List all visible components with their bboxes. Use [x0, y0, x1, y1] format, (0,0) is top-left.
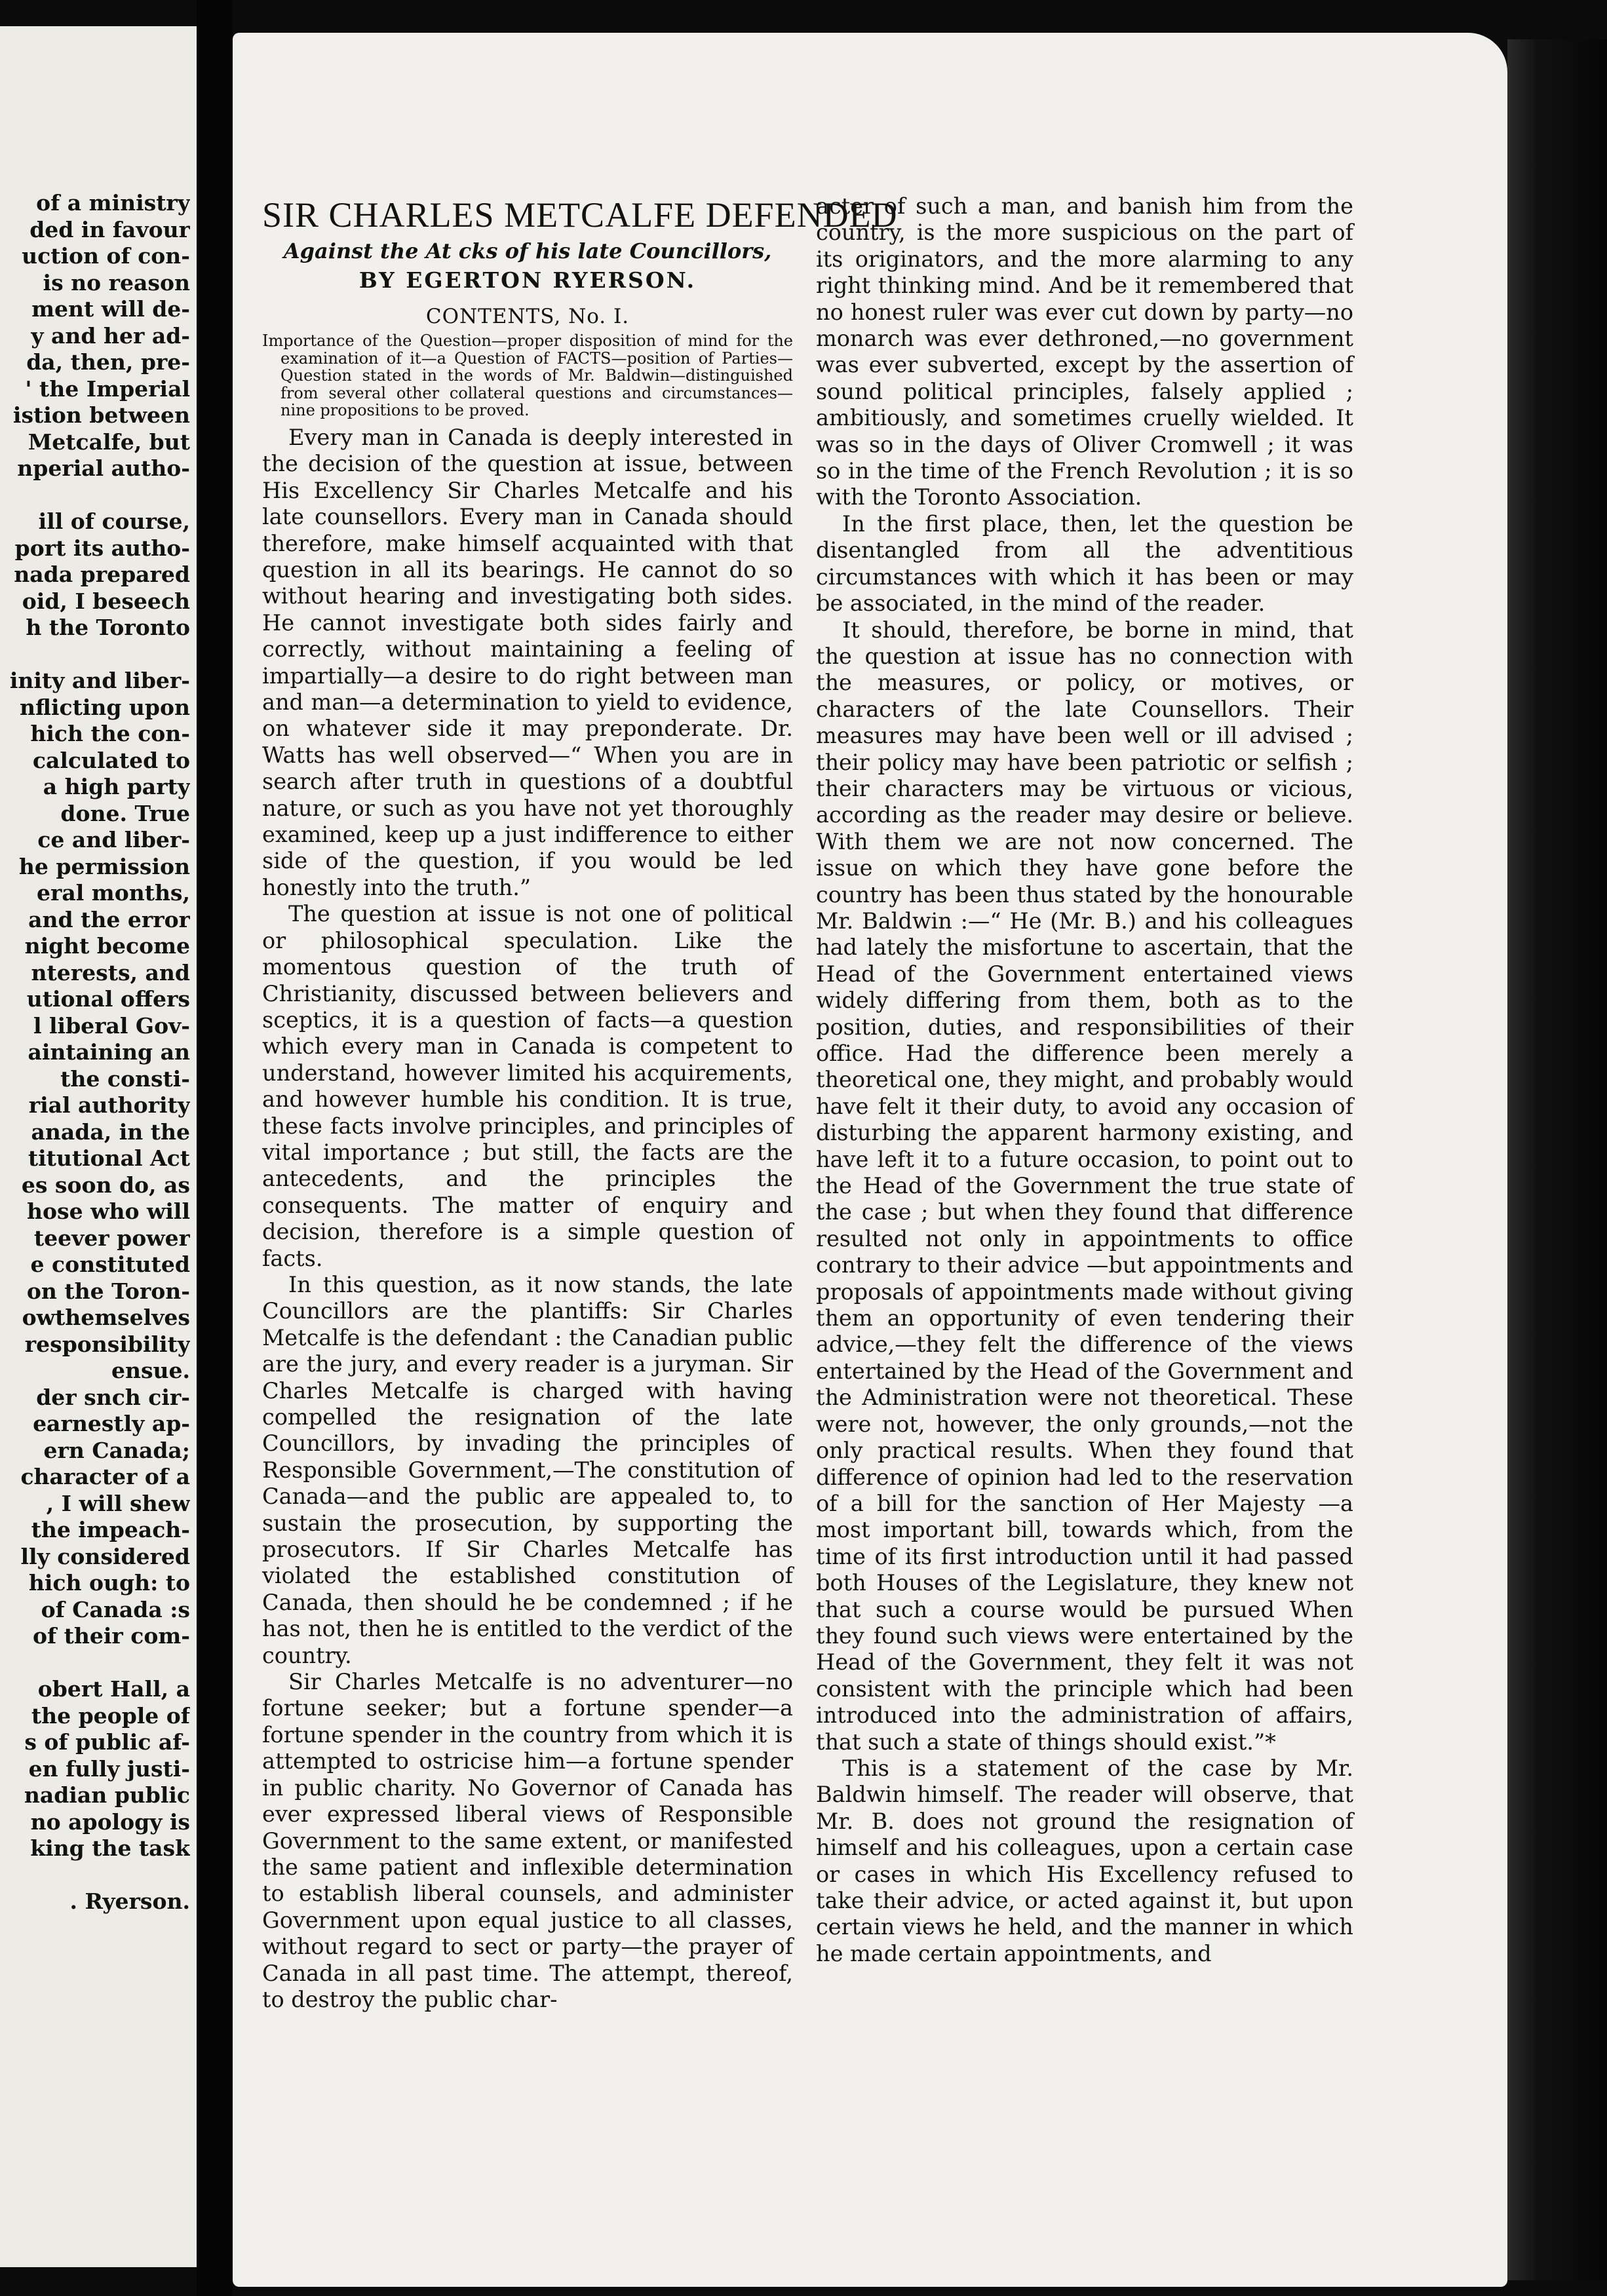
fragment-line: e constituted — [30, 1252, 190, 1277]
article-paragraph: It should, therefore, be borne in mind, that the question at issue has no connection with the measures, or policy, or motives, or characters of the late Counsellors. Their measures may have been well or ill advised ; their policy may have been patriotic or selfish ; their characters may be virtuous or vicious, according as the reader may desire or believe. With them we are not now concerned. The issue on which they have gone before the country has been thus stated by the honourable Mr. Baldwin :—“ He (Mr. B.) and his colleagues had lately the misfortune to ascertain, that the Head of the Government entertained views widely differing from them, both as to the position, duties, and responsibilities of their office. Had the difference been merely a theoretical one, they might, and probably would have felt it their duty, to avoid any occasion of disturbing the apparent harmony existing, and have left it to a future occasion, to point out to the Head of the Government the true state of the case ; but when they found that difference resulted not only in appointments to office contrary to their advice —but appointments and proposals of appointments made without giving them an opportunity of even tendering their advice,—they felt the difference of the views entertained by the Head of the Government and the Administration were not theoretical. These were not, however, the only grounds,—not the only practical results. When they found that difference of opinion had led to the reservation of a bill for the sanction of Her Majesty —a most important bill, towards which, from the time of its first introduction until it had passed both Houses of the Legislature, they knew not that such a course would be pursued When they found such views were entertained by the Head of the Government, they felt it was not consistent with the principle which had been introduced into the administration of affairs, that such a state of things should exist.”* — [816, 617, 1353, 1755]
fragment-line: es soon do, as — [21, 1172, 190, 1198]
article-paragraph: This is a statement of the case by Mr. Baldwin himself. The reader will observe, that Mr. B. does not ground the resignation of himself and his colleagues, upon a certain case or cases in which His Excellency refused to take their advice, or acted against it, but upon certain views he held, and the manner in which he made certain appointments, and — [816, 1755, 1353, 1966]
fragment-line: nperial autho- — [17, 455, 190, 481]
previous-page-column — [0, 190, 190, 1915]
fragment-line: teever power — [33, 1225, 190, 1251]
fragment-line — [0, 482, 190, 509]
article-title: SIR CHARLES METCALFE DEFENDED — [262, 195, 898, 235]
fragment-line: rial authority — [28, 1092, 190, 1118]
fragment-line: ern Canada; — [43, 1437, 190, 1463]
fragment-line: ensue. — [111, 1358, 190, 1383]
fragment-line — [0, 641, 190, 668]
fragment-line — [0, 1650, 190, 1677]
contents-summary: Importance of the Question—proper disposition of mind for the examination of it—a Question of FACTS—position of Parties—Question stated in the words of Mr. Baldwin—distinguished from several other collateral questions and circumstances—nine propositions to be proved. — [262, 332, 793, 420]
fragment-line: of a ministry — [36, 190, 190, 216]
article-byline: BY EGERTON RYERSON. — [358, 267, 697, 293]
fragment-line: h the Toronto — [26, 615, 190, 640]
fragment-line: oid, I beseech — [22, 588, 190, 614]
column-1-body — [262, 425, 793, 2013]
fragment-line: done. True — [60, 800, 190, 826]
fragment-line: utional offers — [26, 986, 190, 1012]
fragment-line: the impeach- — [31, 1517, 190, 1542]
fragment-line: l liberal Gov- — [33, 1012, 190, 1039]
fragment-line: da, then, pre- — [26, 349, 190, 375]
fragment-line: and the error — [28, 906, 190, 932]
fragment-line: ce and liber- — [37, 827, 190, 852]
fragment-line: the consti- — [60, 1065, 190, 1092]
fragment-line: lly considered — [20, 1543, 190, 1569]
fragment-line: no apology is — [30, 1808, 190, 1835]
fragment-line: ill of course, — [38, 508, 190, 534]
column-2-body — [816, 193, 1353, 1967]
fragment-line: is no reason — [43, 269, 190, 296]
fragment-line: inity and liber- — [9, 668, 190, 693]
fragment-line: ment will de- — [31, 296, 190, 322]
fragment-line: of their com- — [32, 1623, 190, 1649]
page-edge-shadow — [1507, 39, 1607, 2280]
fragment-line: nadian public — [24, 1782, 190, 1808]
fragment-line: nada prepared — [14, 562, 190, 587]
fragment-line: king the task — [30, 1835, 190, 1861]
article-column-1 — [262, 193, 898, 2013]
fragment-line: . Ryerson. — [69, 1888, 190, 1914]
fragment-line: a high party — [43, 774, 190, 799]
fragment-line: uction of con- — [22, 243, 190, 269]
previous-page-fragment — [0, 26, 197, 2267]
fragment-line: s of public af- — [24, 1729, 190, 1755]
fragment-line: Metcalfe, but — [28, 429, 190, 455]
fragment-line: y and her ad- — [31, 322, 190, 349]
fragment-line: , I will shew — [46, 1490, 190, 1516]
contents-heading: CONTENTS, No. I. — [425, 305, 630, 328]
fragment-line: aintaining an — [28, 1039, 190, 1065]
fragment-line — [0, 1862, 190, 1889]
fragment-line: night become — [24, 933, 190, 959]
fragment-line: earnestly ap- — [33, 1411, 190, 1436]
fragment-line: port its autho- — [14, 535, 190, 561]
article-paragraph: In the first place, then, let the question be disentangled from all the adventitious circumstances with which it has been or may be associated, in the mind of the reader. — [816, 510, 1353, 617]
fragment-line: nterests, and — [31, 959, 190, 985]
fragment-line: titutional Act — [28, 1145, 190, 1171]
fragment-line: of Canada :s — [41, 1596, 190, 1622]
fragment-line: on the Toron- — [26, 1278, 190, 1304]
fragment-line: eral months, — [36, 880, 190, 906]
fragment-line: obert Hall, a — [37, 1676, 190, 1702]
fragment-line: der snch cir- — [36, 1384, 190, 1410]
fragment-line: hich ough: to — [28, 1570, 190, 1596]
fragment-line: calculated to — [32, 747, 190, 773]
fragment-line: anada, in the — [31, 1119, 190, 1145]
fragment-line: en fully justi- — [28, 1755, 190, 1782]
fragment-line: istion between — [12, 402, 190, 428]
fragment-line: owthemselves — [22, 1305, 190, 1330]
book-gutter — [197, 0, 233, 2296]
article-subtitle: Against the At cks of his late Councillors, — [283, 239, 772, 263]
article-paragraph: acter of such a man, and banish him from the country, is the more suspicious on the part of its originators, and the more alarming to any right thinking mind. And be it remembered that no honest ruler was ever cut down by party—no monarch was ever dethroned,—no government was ever subverted, except by the assertion of sound political principles, falsely applied ; ambitiously, and sometimes cruelly wielded. It was so in the days of Oliver Cromwell ; it was so in the time of the French Revolution ; it is so with the Toronto Association. — [816, 193, 1353, 510]
fragment-line: character of a — [20, 1464, 190, 1489]
fragment-line: hose who will — [27, 1198, 190, 1224]
fragment-line: responsibility — [24, 1331, 190, 1357]
article-paragraph: In this question, as it now stands, the late Councillors are the plantiffs: Sir Charles Metcalfe is the defendant : the Canadian public are the jury, and every reader is a juryman. Sir Charles Metcalfe is charged with having compelled the resignation of the late Councillors, by invading the principles of Responsible Government,—The constitution of Canada—and the public are appealed to, to sustain the prosecution, by supporting the prosecutors. If Sir Charles Metcalfe has violated the established constitution of Canada, then should he be condemned ; if he has not, then he is entitled to the verdict of the country. — [262, 1271, 793, 1668]
fragment-line: he permission — [18, 853, 190, 879]
fragment-line: the people of — [31, 1702, 190, 1729]
article-paragraph: Every man in Canada is deeply interested in the decision of the question at issue, between His Excellency Sir Charles Metcalfe and his late counsellors. Every man in Canada should therefore, make himself acquainted with that question in all its bearings. He cannot do so without hearing and investigating both sides. He cannot investigate both sides fairly and correctly, without maintaining a feeling of impartially—a desire to do right between man and man—a determination to yield to evidence, on whatever side it may preponderate. Dr. Watts has well observed—“ When you are in search after truth in questions of a doubtful nature, or such as you have not yet thoroughly examined, keep up a just indifference to either side of the question, if you would be led honestly into the truth.” — [262, 424, 793, 900]
article-paragraph: Sir Charles Metcalfe is no adventurer—no fortune seeker; but a fortune spender—a fortune spender in the country from which it is attempted to ostricise him—a fortune spender in public charity. No Governor of Canada has ever expressed liberal views of Responsible Government to the same extent, or manifested the same patient and inflexible determination to establish liberal counsels, and administer Government upon equal justice to all classes, without regard to sect or party—the prayer of Canada in all past time. The attempt, thereof, to destroy the public char- — [262, 1669, 793, 2012]
article-paragraph: The question at issue is not one of political or philosophical speculation. Like the momentous question of the truth of Christianity, discussed between believers and sceptics, it is a question of facts—a question which every man in Canada is competent to understand, however limited his acquirements, and however humble his condition. It is true, these facts involve principles, and principles of vital importance ; but still, the facts are the antecedents, and the principles the consequents. The matter of enquiry and decision, therefore is a simple question of facts. — [262, 901, 793, 1271]
fragment-line: ' the Imperial — [25, 375, 190, 402]
article-column-2 — [816, 193, 1353, 1967]
fragment-line: nflicting upon — [19, 694, 190, 720]
article-header — [262, 193, 898, 330]
fragment-line: hich the con- — [30, 721, 190, 746]
fragment-line: ded in favour — [29, 216, 190, 242]
